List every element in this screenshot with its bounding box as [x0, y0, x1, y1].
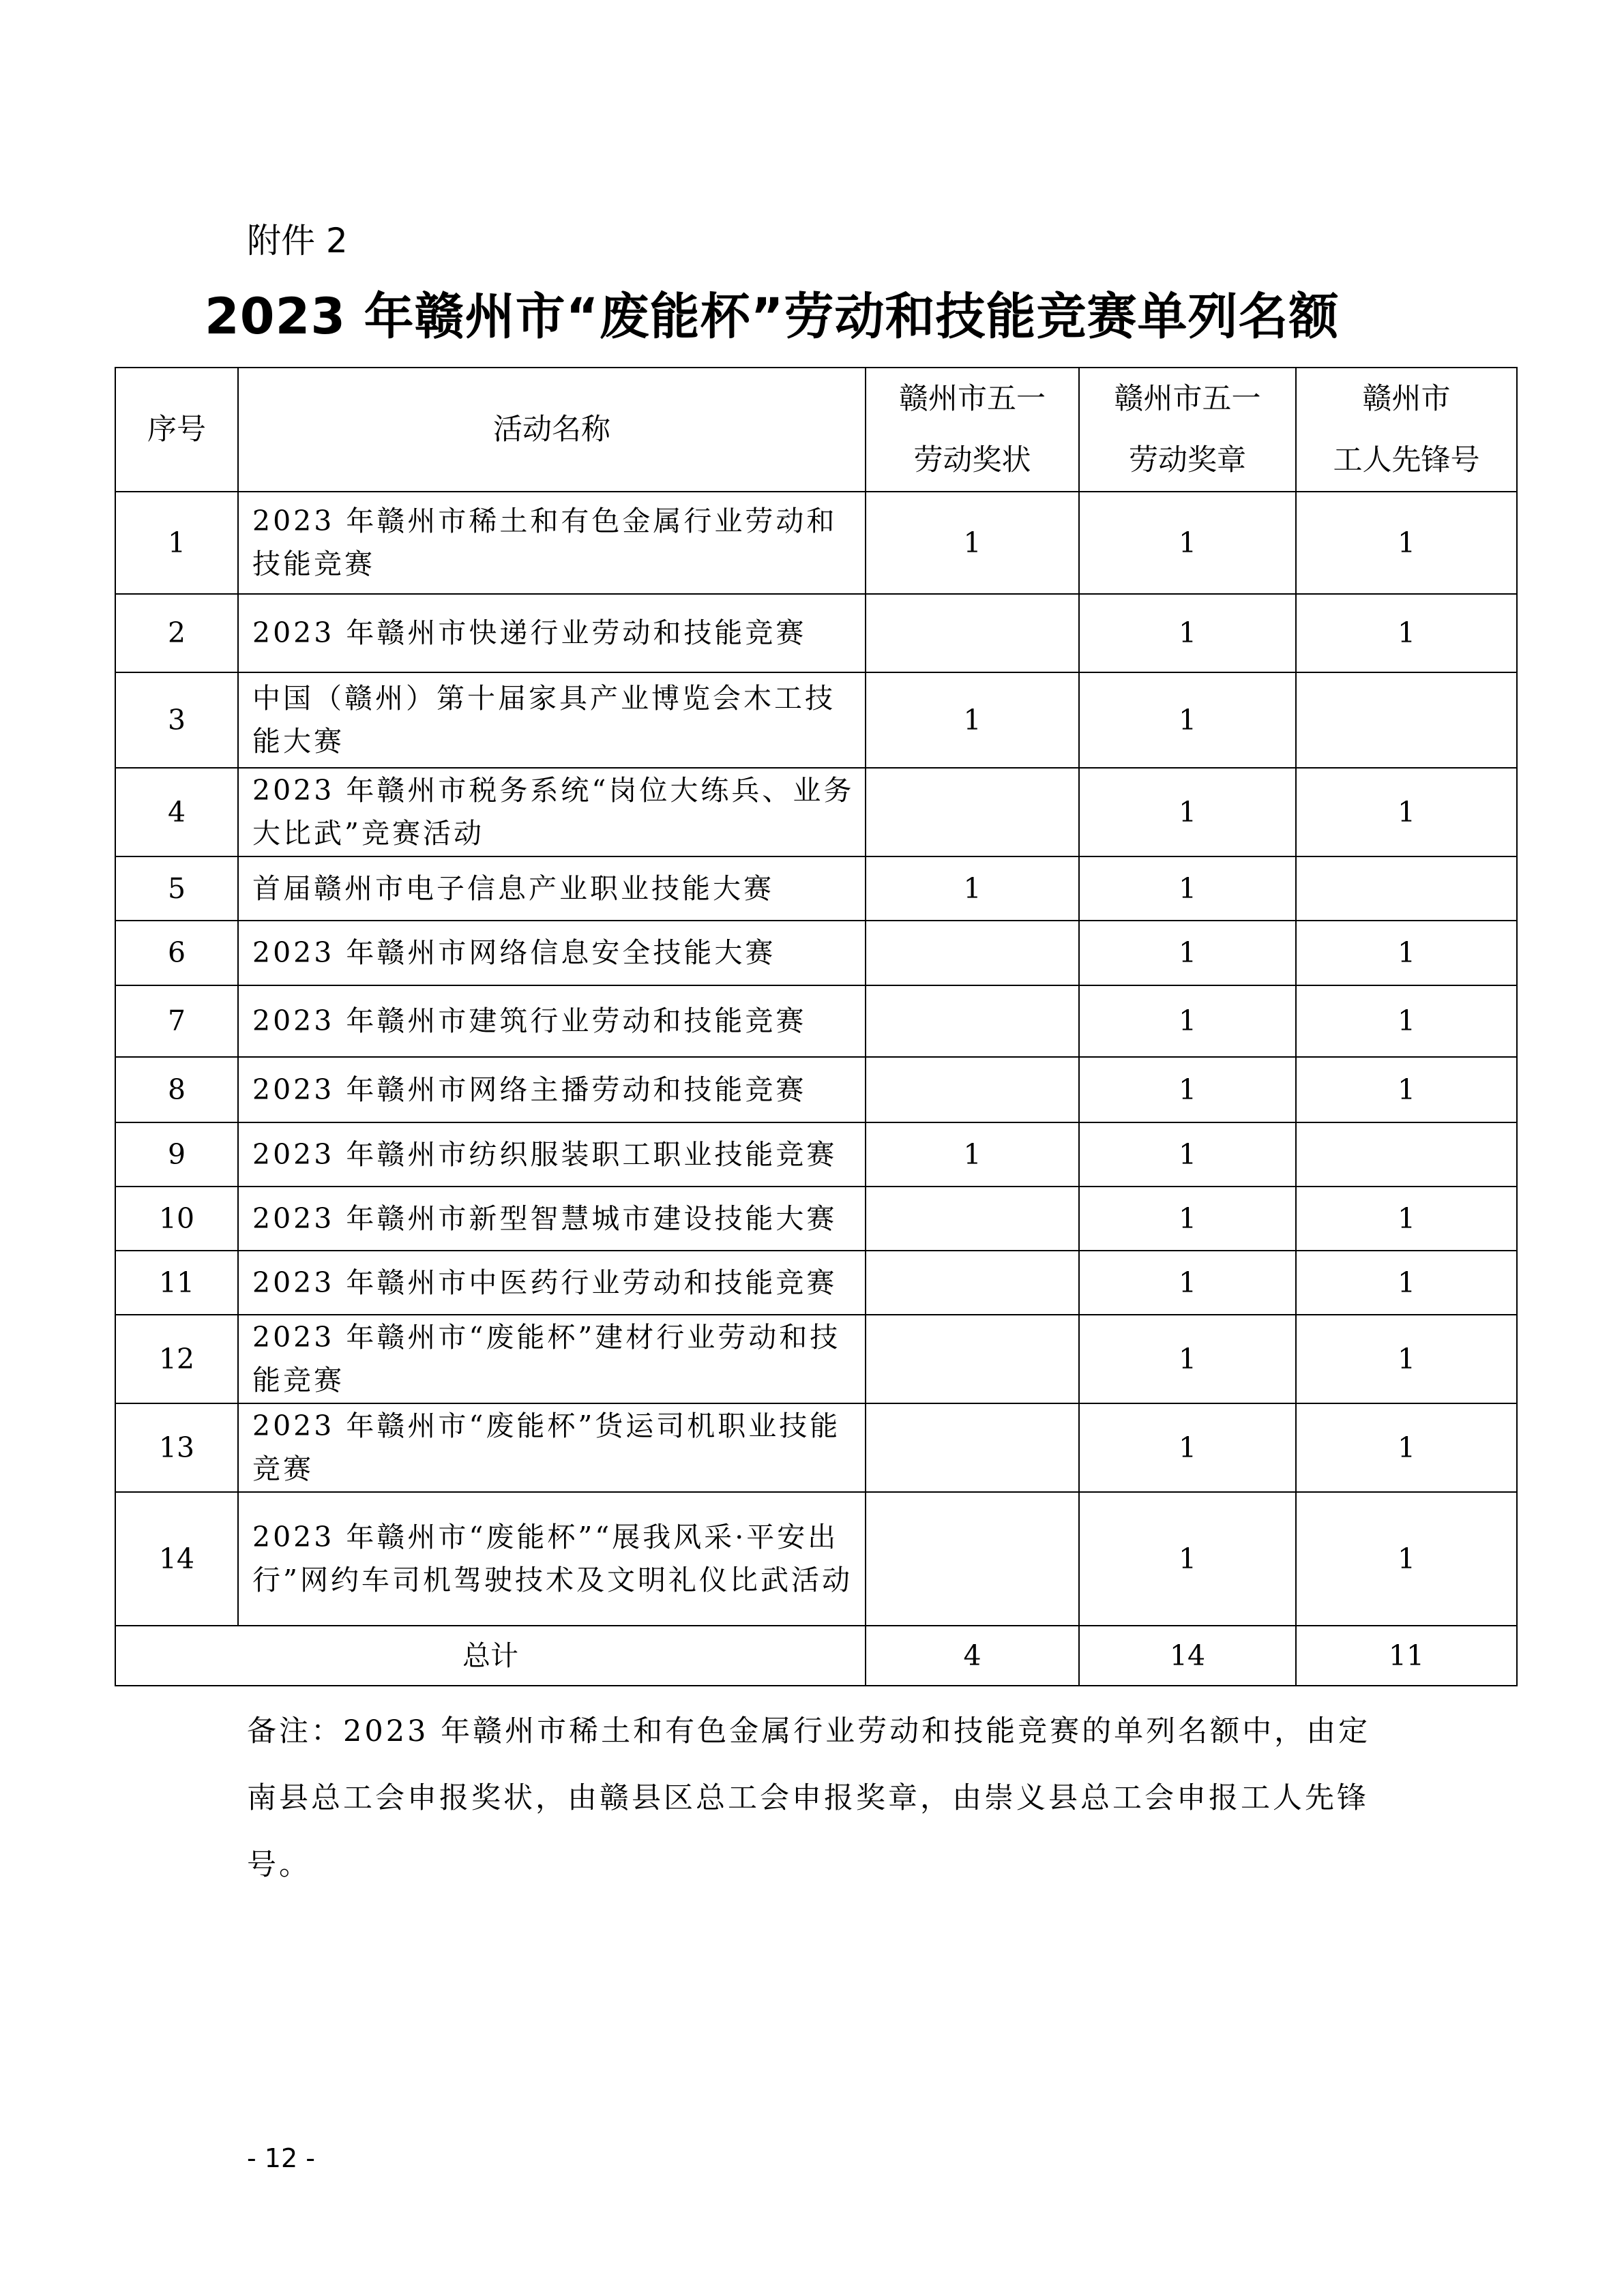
total-label: 总计 [115, 1626, 866, 1686]
row-medal: 1 [1079, 1187, 1296, 1251]
row-activity-name: 2023 年赣州市“废能杯”建材行业劳动和技能竞赛 [238, 1315, 866, 1403]
header-worker-pioneer [1296, 368, 1517, 492]
header-line: 赣州市 [1362, 382, 1451, 416]
header-line: 赣州市五一 [899, 382, 1046, 416]
header-line: 劳动奖状 [913, 443, 1031, 477]
row-medal: 1 [1079, 492, 1296, 594]
row-pioneer [1296, 672, 1517, 768]
table-row [115, 594, 1517, 672]
row-activity-name: 2023 年赣州市税务系统“岗位大练兵、业务大比武”竞赛活动 [238, 768, 866, 856]
row-pioneer [1296, 856, 1517, 921]
row-medal: 1 [1079, 856, 1296, 921]
table-row [115, 492, 1517, 594]
row-pioneer: 1 [1296, 492, 1517, 594]
row-award-certificate [866, 1187, 1079, 1251]
remarks-note: 备注：2023 年赣州市稀土和有色金属行业劳动和技能竞赛的单列名额中，由定南县总工会申报奖状，由赣县区总工会申报奖章，由崇义县总工会申报工人先锋号。 [247, 1714, 1371, 1882]
table-row [115, 1403, 1517, 1492]
document-title: 2023 年赣州市“废能杯”劳动和技能竞赛单列名额 [205, 288, 1340, 346]
row-activity-name: 2023 年赣州市中医药行业劳动和技能竞赛 [238, 1251, 866, 1315]
table-row [115, 1492, 1517, 1626]
row-activity-name: 2023 年赣州市“废能杯”“展我风采·平安出行”网约车司机驾驶技术及文明礼仪比武活动 [238, 1492, 866, 1626]
total-medal: 14 [1079, 1626, 1296, 1686]
row-award-certificate [866, 1251, 1079, 1315]
table-row [115, 985, 1517, 1057]
row-medal: 1 [1079, 594, 1296, 672]
row-medal: 1 [1079, 921, 1296, 985]
table-row [115, 672, 1517, 768]
row-award-certificate [866, 921, 1079, 985]
row-activity-name: 2023 年赣州市新型智慧城市建设技能大赛 [238, 1187, 866, 1251]
row-index: 1 [115, 492, 238, 594]
header-labor-award-certificate [866, 368, 1079, 492]
table-header-row [115, 368, 1517, 492]
row-award-certificate [866, 768, 1079, 856]
row-pioneer: 1 [1296, 1403, 1517, 1492]
row-index: 13 [115, 1403, 238, 1492]
table-row [115, 921, 1517, 985]
row-pioneer: 1 [1296, 768, 1517, 856]
row-pioneer: 1 [1296, 1251, 1517, 1315]
total-award-certificate: 4 [866, 1626, 1079, 1686]
row-pioneer: 1 [1296, 1315, 1517, 1403]
row-award-certificate: 1 [866, 1122, 1079, 1187]
total-pioneer: 11 [1296, 1626, 1517, 1686]
row-award-certificate [866, 594, 1079, 672]
row-index: 11 [115, 1251, 238, 1315]
row-index: 3 [115, 672, 238, 768]
row-medal: 1 [1079, 672, 1296, 768]
header-index: 序号 [115, 368, 238, 492]
row-award-certificate: 1 [866, 672, 1079, 768]
header-activity-name: 活动名称 [238, 368, 866, 492]
row-award-certificate [866, 1403, 1079, 1492]
row-pioneer: 1 [1296, 1187, 1517, 1251]
row-index: 9 [115, 1122, 238, 1187]
row-index: 7 [115, 985, 238, 1057]
table-row [115, 1187, 1517, 1251]
row-medal: 1 [1079, 1403, 1296, 1492]
table-row [115, 1251, 1517, 1315]
row-pioneer: 1 [1296, 594, 1517, 672]
row-activity-name: 首届赣州市电子信息产业职业技能大赛 [238, 856, 866, 921]
header-line: 赣州市五一 [1114, 382, 1261, 416]
row-index: 5 [115, 856, 238, 921]
table-row [115, 856, 1517, 921]
row-activity-name: 2023 年赣州市“废能杯”货运司机职业技能竞赛 [238, 1403, 866, 1492]
row-pioneer: 1 [1296, 985, 1517, 1057]
row-pioneer: 1 [1296, 921, 1517, 985]
row-index: 14 [115, 1492, 238, 1626]
row-pioneer: 1 [1296, 1057, 1517, 1122]
row-activity-name: 2023 年赣州市建筑行业劳动和技能竞赛 [238, 985, 866, 1057]
table-row [115, 1315, 1517, 1403]
row-activity-name: 中国（赣州）第十届家具产业博览会木工技能大赛 [238, 672, 866, 768]
header-line: 工人先锋号 [1333, 443, 1480, 477]
row-award-certificate [866, 1492, 1079, 1626]
page-number: - 12 - [247, 2143, 315, 2173]
row-medal: 1 [1079, 1492, 1296, 1626]
header-line: 劳动奖章 [1129, 443, 1246, 477]
row-index: 4 [115, 768, 238, 856]
row-pioneer [1296, 1122, 1517, 1187]
quota-table [115, 367, 1518, 1686]
row-activity-name: 2023 年赣州市纺织服装职工职业技能竞赛 [238, 1122, 866, 1187]
row-activity-name: 2023 年赣州市网络信息安全技能大赛 [238, 921, 866, 985]
row-activity-name: 2023 年赣州市网络主播劳动和技能竞赛 [238, 1057, 866, 1122]
table-row [115, 1057, 1517, 1122]
attachment-label: 附件 2 [247, 221, 348, 260]
header-labor-medal [1079, 368, 1296, 492]
total-row [115, 1626, 1517, 1686]
row-index: 8 [115, 1057, 238, 1122]
row-award-certificate [866, 1315, 1079, 1403]
row-activity-name: 2023 年赣州市快递行业劳动和技能竞赛 [238, 594, 866, 672]
row-award-certificate: 1 [866, 856, 1079, 921]
row-pioneer: 1 [1296, 1492, 1517, 1626]
row-index: 6 [115, 921, 238, 985]
table-row [115, 1122, 1517, 1187]
row-medal: 1 [1079, 1251, 1296, 1315]
row-medal: 1 [1079, 985, 1296, 1057]
row-medal: 1 [1079, 1122, 1296, 1187]
row-medal: 1 [1079, 1315, 1296, 1403]
row-activity-name: 2023 年赣州市稀土和有色金属行业劳动和技能竞赛 [238, 492, 866, 594]
row-award-certificate [866, 1057, 1079, 1122]
row-award-certificate [866, 985, 1079, 1057]
row-index: 2 [115, 594, 238, 672]
row-index: 10 [115, 1187, 238, 1251]
row-award-certificate: 1 [866, 492, 1079, 594]
row-index: 12 [115, 1315, 238, 1403]
row-medal: 1 [1079, 768, 1296, 856]
table-row [115, 768, 1517, 856]
row-medal: 1 [1079, 1057, 1296, 1122]
